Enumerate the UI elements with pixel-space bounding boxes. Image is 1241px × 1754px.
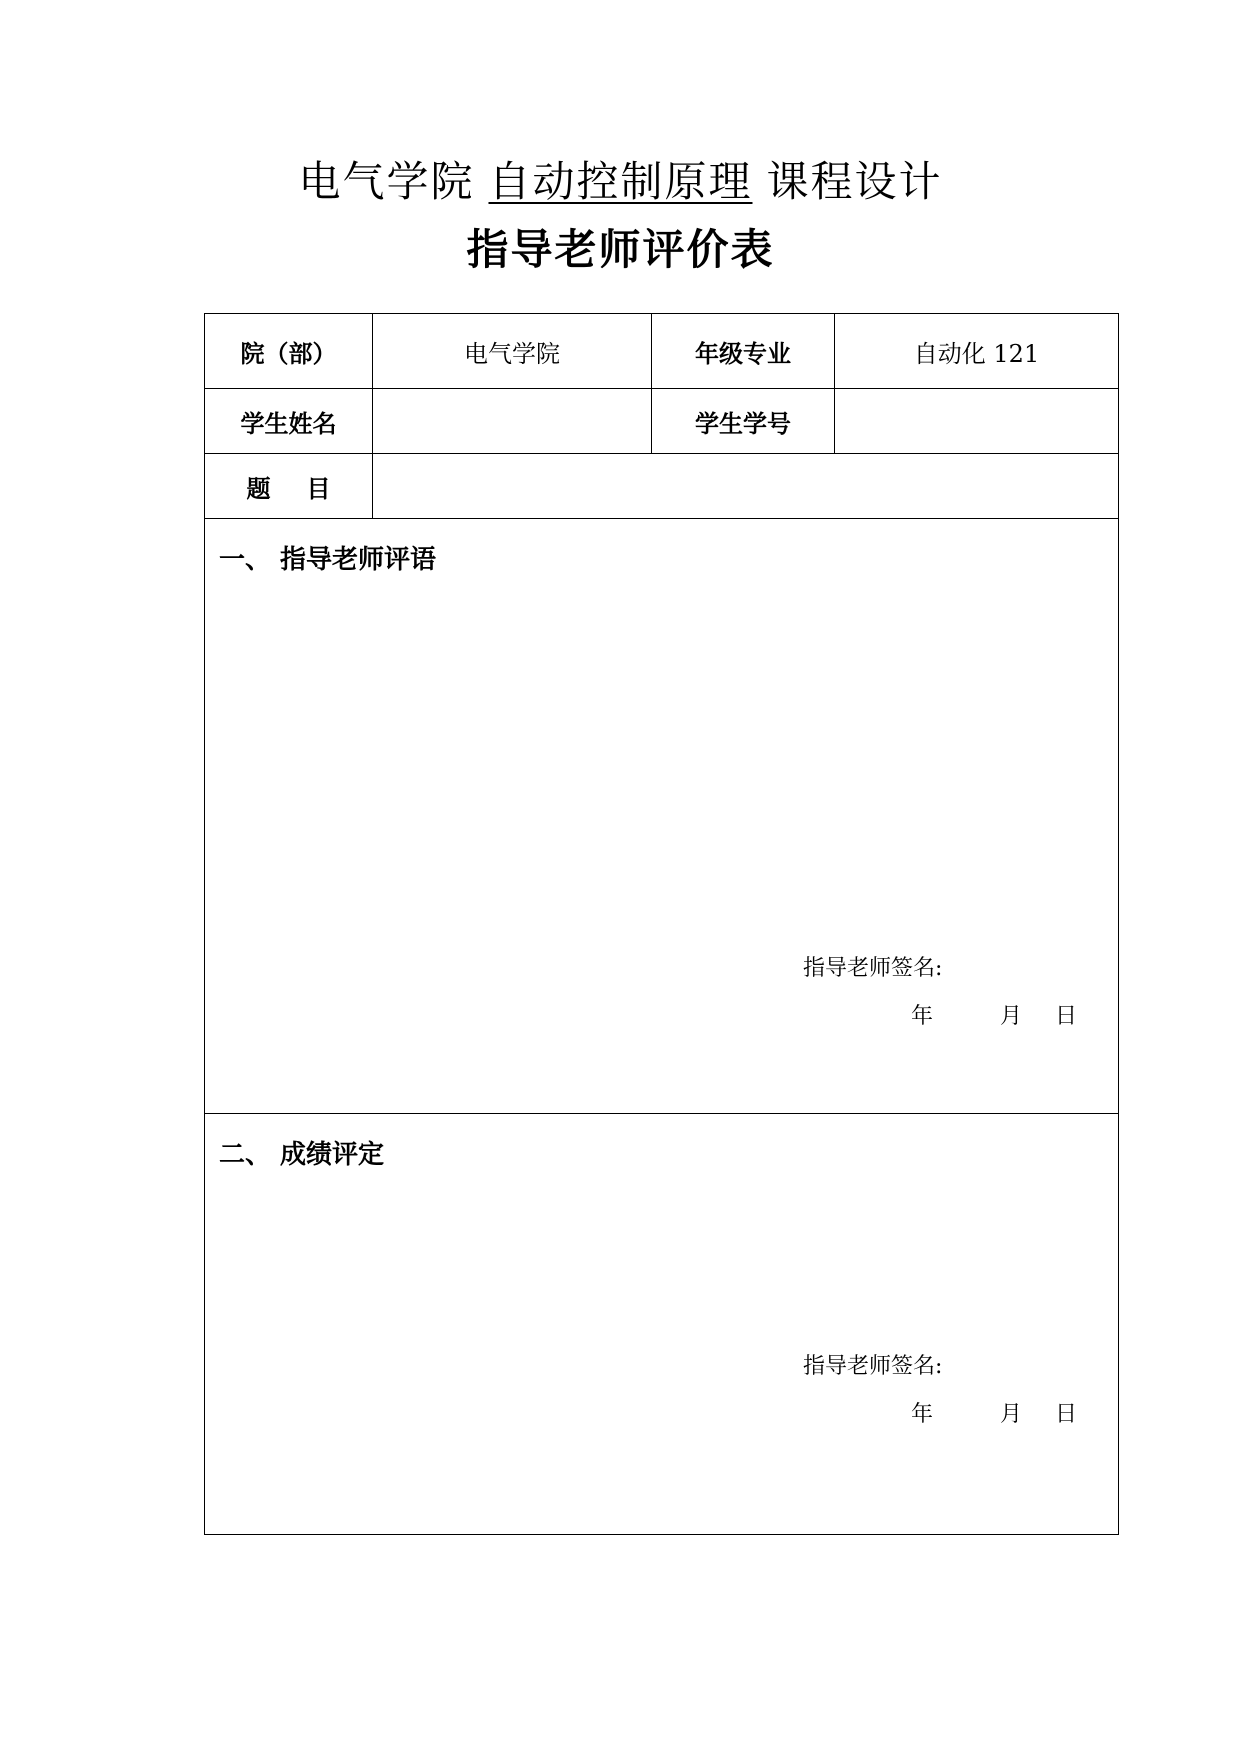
comments-heading: 一、 指导老师评语 xyxy=(219,545,437,575)
grade-signature-label: 指导老师签名: xyxy=(803,1354,943,1379)
date-year-label: 年 xyxy=(910,1004,933,1029)
department-field[interactable]: 电气学院 xyxy=(373,314,652,389)
form-row-student xyxy=(205,389,1119,454)
grade-major-field[interactable]: 自动化 121 xyxy=(835,314,1119,389)
date-year-label: 年 xyxy=(910,1402,933,1427)
student-name-label: 学生姓名 xyxy=(205,389,373,454)
form-row-topic xyxy=(205,454,1119,519)
comments-section[interactable] xyxy=(205,519,1119,1114)
grade-major-label: 年级专业 xyxy=(652,314,835,389)
department-label: 院（部） xyxy=(205,314,373,389)
comments-signature-label: 指导老师签名: xyxy=(803,956,943,981)
form-row-comments xyxy=(205,519,1119,1114)
college-name: 电气学院 xyxy=(298,157,475,206)
document-title xyxy=(0,152,1241,212)
date-month-label: 月 xyxy=(999,1402,1022,1427)
student-id-field[interactable] xyxy=(835,389,1119,454)
grade-date xyxy=(877,1397,1077,1428)
form-row-grade xyxy=(205,1114,1119,1535)
date-month-label: 月 xyxy=(999,1004,1022,1029)
student-name-field[interactable] xyxy=(373,389,652,454)
student-id-label: 学生学号 xyxy=(652,389,835,454)
comments-date xyxy=(877,999,1077,1030)
form-row-department xyxy=(205,314,1119,389)
date-day-label: 日 xyxy=(1055,1402,1078,1427)
grade-heading: 二、 成绩评定 xyxy=(219,1140,385,1170)
topic-field[interactable] xyxy=(373,454,1119,519)
date-day-label: 日 xyxy=(1055,1004,1078,1029)
title-suffix: 课程设计 xyxy=(766,157,943,206)
evaluation-form xyxy=(204,313,1119,1535)
document-subtitle: 指导老师评价表 xyxy=(466,225,775,274)
course-name: 自动控制原理 xyxy=(488,157,753,206)
grade-section[interactable] xyxy=(205,1114,1119,1535)
topic-label: 题目 xyxy=(246,474,367,503)
